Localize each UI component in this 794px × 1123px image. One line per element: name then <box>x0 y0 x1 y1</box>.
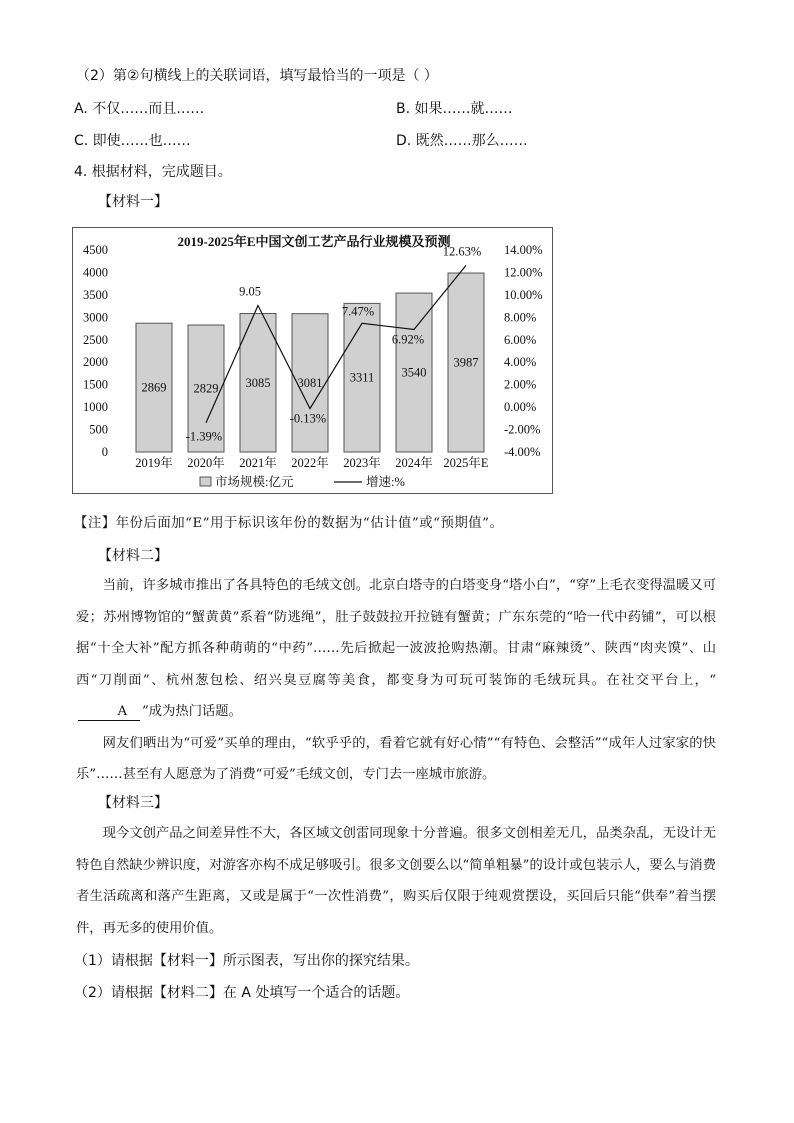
growth-label-2: 9.05 <box>239 284 261 299</box>
right-axis-tick: 0.00% <box>504 400 537 415</box>
chart-title: 2019-2025年E中国文创工艺产品行业规模及预测 <box>177 234 451 249</box>
bar-value-label-2: 3085 <box>245 375 271 390</box>
sub-question-2: （2）请根据【材料二】在 A 处填写一个适合的话题。 <box>74 985 410 1001</box>
material2-body <box>76 570 716 791</box>
q4-stem: 4. 根据材料，完成题目。 <box>74 164 232 180</box>
bar-value-label-3: 3081 <box>297 375 323 390</box>
material2-paragraph-2: 网友们晒出为“可爱”买单的理由，“软乎乎的，看着它就有好心情”“有特色、会整活”“成年人过家家的快乐”……甚至有人愿意为了消费“可爱”毛绒文创，专门去一座城市旅游。 <box>76 735 716 782</box>
industry-scale-chart <box>72 227 554 495</box>
blank-a: A <box>78 704 140 721</box>
left-axis-tick: 3500 <box>83 287 108 302</box>
left-axis-tick: 1000 <box>83 400 108 415</box>
option-d: D. 既然……那么…… <box>396 133 528 149</box>
bar-value-label-5: 3540 <box>401 365 427 380</box>
growth-label-3: -0.13% <box>289 411 327 426</box>
right-axis-tick: -4.00% <box>504 445 541 459</box>
left-axis-tick: 2000 <box>83 355 108 370</box>
right-axis-tick: -2.00% <box>504 422 541 437</box>
growth-label-4: 7.47% <box>341 304 375 319</box>
material1-title: 【材料一】 <box>98 194 168 210</box>
left-axis-tick: 1500 <box>83 377 108 392</box>
bar-value-label-0: 2869 <box>141 380 167 395</box>
right-axis-tick: 10.00% <box>504 287 543 302</box>
sub-question-1: （1）请根据【材料一】所示图表，写出你的探究结果。 <box>74 953 419 969</box>
growth-label-1: -1.39% <box>185 429 223 444</box>
left-axis-tick: 0 <box>101 445 108 459</box>
x-axis-tick: 2022年 <box>291 456 329 470</box>
right-axis-tick: 4.00% <box>504 355 537 370</box>
x-axis-tick: 2019年 <box>135 456 173 470</box>
x-axis-tick: 2023年 <box>343 456 381 470</box>
legend-bar-swatch <box>200 477 211 486</box>
material3-body <box>76 818 716 944</box>
option-b: B. 如果……就…… <box>396 101 513 117</box>
left-axis-tick: 2500 <box>83 332 108 347</box>
legend-bar-label: 市场规模:亿元 <box>215 475 294 489</box>
legend-line-label: 增速:% <box>366 475 405 489</box>
material3-paragraph-1: 现今文创产品之间差异性不大，各区域文创雷同现象十分普遍。很多文创相差无几，品类杂乱，无设计无特色自然缺少辨识度，对游客亦构不成足够吸引。很多文创要么以“简单粗暴”的设计或包装示人，要么与消费者生活疏离和落产生距离，又或是属于“一次性消费”，购买后仅限于纯观赏摆设，买回后只能“供奉”着当摆件，再无多的使用价值。 <box>76 826 716 936</box>
right-axis-tick: 6.00% <box>504 332 537 347</box>
chart-note: 【注】年份后面加“E”用于标识该年份的数据为“估计值”或“预期值”。 <box>74 516 504 531</box>
left-axis-tick: 4500 <box>83 243 108 257</box>
growth-label-5: 6.92% <box>391 332 425 347</box>
right-axis-tick: 8.00% <box>504 310 537 325</box>
bar-value-label-4: 3311 <box>349 370 375 385</box>
q2-stem: （2）第②句横线上的关联词语，填写最恰当的一项是（ ） <box>76 68 438 84</box>
option-c: C. 即使……也…… <box>74 133 191 149</box>
growth-label-6: 12.63% <box>442 244 482 259</box>
material2-paragraph-1: 当前，许多城市推出了各具特色的毛绒文创。北京白塔寺的白塔变身“塔小白”，“穿”上毛衣变得温暖又可爱；苏州博物馆的“蟹黄黄”系着“防逃绳”，肚子鼓鼓拉开拉链有蟹黄；广东东莞的“哈一代中药铺”，可以根据“十全大补”配方抓各种萌萌的“中药”……先后掀起一波波抢购热潮。甘肃“麻辣烫”、陕西“肉夹馍”、山西“刀削面”、杭州葱包桧、绍兴臭豆腐等美食，都变身为可玩可装饰的毛绒玩具。在社交平台上，“A ”成为热门话题。 <box>76 578 716 719</box>
right-axis-tick: 14.00% <box>504 243 543 257</box>
left-axis-tick: 4000 <box>83 265 108 280</box>
x-axis-tick: 2021年 <box>239 456 277 470</box>
left-axis-tick: 3000 <box>83 310 108 325</box>
x-axis-tick: 2025年E <box>443 456 489 470</box>
bar-value-label-6: 3987 <box>453 355 479 370</box>
material2-title: 【材料二】 <box>98 548 168 564</box>
x-axis-tick: 2024年 <box>395 456 433 470</box>
material3-title: 【材料三】 <box>98 795 168 811</box>
x-axis-tick: 2020年 <box>187 456 225 470</box>
bar-value-label-1: 2829 <box>193 381 219 396</box>
option-a: A. 不仅……而且…… <box>74 101 205 117</box>
right-axis-tick: 2.00% <box>504 377 537 392</box>
left-axis-tick: 500 <box>89 422 108 437</box>
right-axis-tick: 12.00% <box>504 265 543 280</box>
